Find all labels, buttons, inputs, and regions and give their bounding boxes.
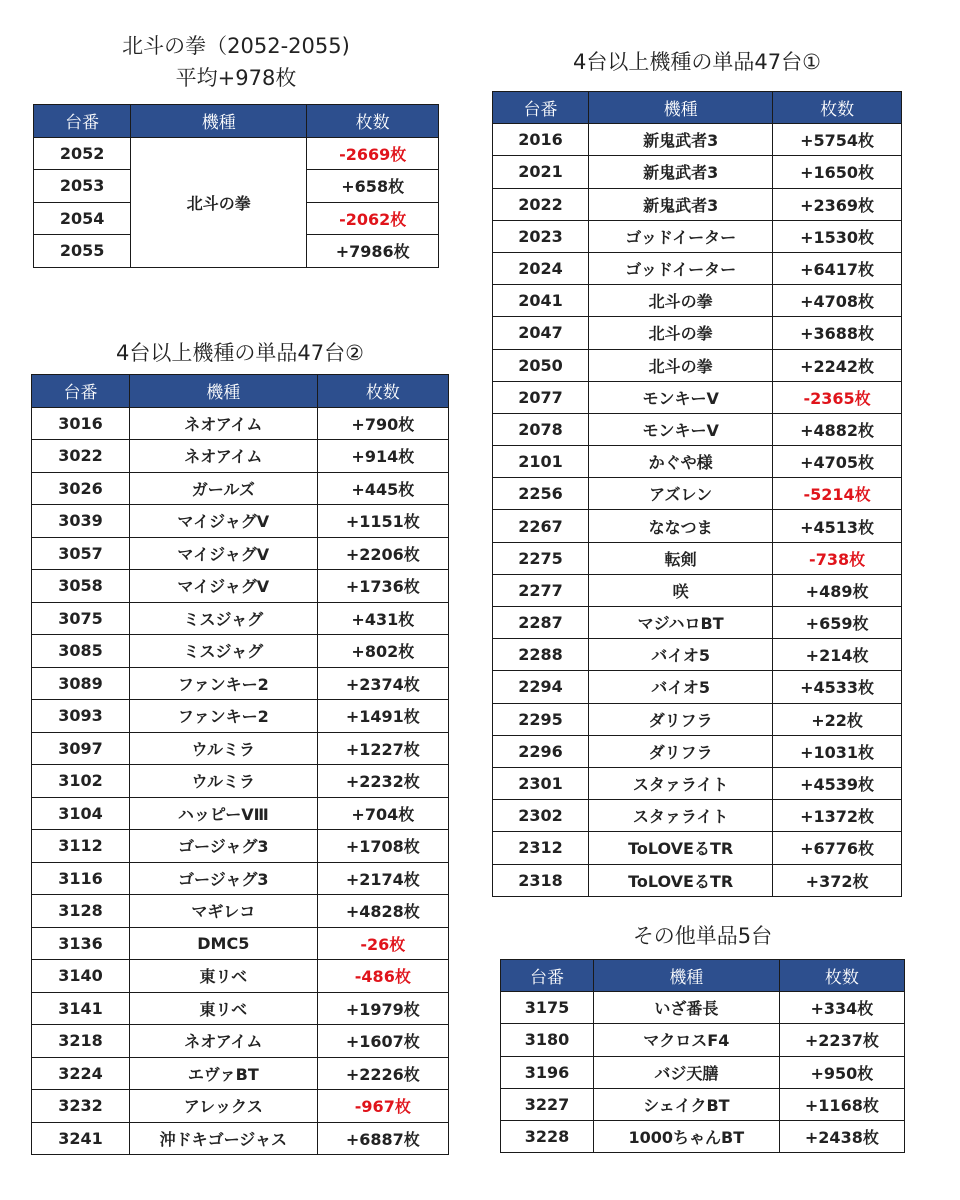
table-row [32,407,449,440]
machine-number-cell: 2021 [493,156,589,188]
table-row [493,124,902,156]
table-row [32,797,449,830]
model-cell: バイオ5 [589,639,773,671]
table-row [32,537,449,570]
machine-number-cell: 3228 [501,1120,594,1152]
count-cell: +2374枚 [317,667,448,700]
table-row [493,671,902,703]
table2-title: 4台以上機種の単品47台② [116,341,364,365]
model-cell: マイジャグV [129,570,317,603]
machine-number-cell: 3136 [32,927,130,960]
machine-number-cell: 2041 [493,285,589,317]
table-row [493,252,902,284]
model-cell: かぐや様 [589,446,773,478]
model-cell: スタァライト [589,767,773,799]
machine-number-cell: 3224 [32,1057,130,1090]
header-count: 枚数 [779,960,904,992]
machine-number-cell: 3102 [32,765,130,798]
machine-number-cell: 2294 [493,671,589,703]
count-cell: +3688枚 [773,317,902,349]
table-row [493,317,902,349]
count-cell: +1979枚 [317,992,448,1025]
model-cell: 転剣 [589,542,773,574]
count-cell: +2206枚 [317,537,448,570]
model-cell: スタァライト [589,800,773,832]
model-cell: ネオアイム [129,1025,317,1058]
table-row [501,992,905,1024]
model-cell: ゴッドイーター [589,220,773,252]
machine-number-cell: 3058 [32,570,130,603]
header-machine-number: 台番 [501,960,594,992]
table-row [32,440,449,473]
model-cell: 北斗の拳 [589,317,773,349]
count-cell: -486枚 [317,960,448,993]
table-row [32,1025,449,1058]
count-cell: +1372枚 [773,800,902,832]
machine-number-cell: 2295 [493,703,589,735]
machine-number-cell: 3175 [501,992,594,1024]
header-machine-number: 台番 [493,92,589,124]
count-cell: +6417枚 [773,252,902,284]
table-row [32,635,449,668]
model-cell: ウルミラ [129,732,317,765]
machine-number-cell: 2287 [493,607,589,639]
count-cell: +6887枚 [317,1122,448,1155]
model-cell: ネオアイム [129,407,317,440]
machine-number-cell: 2318 [493,864,589,896]
table-row [493,703,902,735]
table-row [32,472,449,505]
count-cell: -5214枚 [773,478,902,510]
count-cell: +2232枚 [317,765,448,798]
machine-number-cell: 3039 [32,505,130,538]
table-row [493,285,902,317]
count-cell: +6776枚 [773,832,902,864]
count-cell: +1491枚 [317,700,448,733]
table-row [32,992,449,1025]
table-row [32,960,449,993]
machine-number-cell: 2024 [493,252,589,284]
count-cell: +214枚 [773,639,902,671]
machine-number-cell: 2267 [493,510,589,542]
model-cell: ファンキー2 [129,667,317,700]
table-row [493,349,902,381]
machine-number-cell: 3075 [32,602,130,635]
header-count: 枚数 [307,105,439,138]
count-cell: +1736枚 [317,570,448,603]
count-cell: -738枚 [773,542,902,574]
count-cell: +1650枚 [773,156,902,188]
count-cell: +4539枚 [773,767,902,799]
count-cell: +372枚 [773,864,902,896]
count-cell: +2242枚 [773,349,902,381]
machine-number-cell: 2054 [34,202,131,235]
count-cell: -2365枚 [773,381,902,413]
model-cell: バイオ5 [589,671,773,703]
model-cell: マギレコ [129,895,317,928]
other-table [500,959,905,1153]
hokuto-table [33,104,439,268]
table-row [32,862,449,895]
model-cell: モンキーV [589,413,773,445]
count-cell: +1530枚 [773,220,902,252]
count-cell: +22枚 [773,703,902,735]
model-cell: ウルミラ [129,765,317,798]
count-cell: +802枚 [317,635,448,668]
count-cell: -26枚 [317,927,448,960]
count-cell: +2226枚 [317,1057,448,1090]
table-row [32,505,449,538]
machine-number-cell: 3022 [32,440,130,473]
count-cell: +4513枚 [773,510,902,542]
model-cell: ななつま [589,510,773,542]
model-cell: いざ番長 [593,992,779,1024]
header-model: 機種 [131,105,307,138]
table-row [32,895,449,928]
model-cell: マジハロBT [589,607,773,639]
machine-number-cell: 2101 [493,446,589,478]
count-cell: +445枚 [317,472,448,505]
machine-number-cell: 2301 [493,767,589,799]
model-cell: ファンキー2 [129,700,317,733]
table-row [493,607,902,639]
count-cell: +4882枚 [773,413,902,445]
machine-number-cell: 2078 [493,413,589,445]
count-cell: +431枚 [317,602,448,635]
count-cell: +2369枚 [773,188,902,220]
machine-number-cell: 3218 [32,1025,130,1058]
header-model: 機種 [589,92,773,124]
machine-number-cell: 3085 [32,635,130,668]
model-cell: ネオアイム [129,440,317,473]
count-cell: +1168枚 [779,1088,904,1120]
model-cell: マイジャグV [129,505,317,538]
table-row [501,1120,905,1152]
count-cell: +489枚 [773,574,902,606]
machine-number-cell: 3093 [32,700,130,733]
machine-number-cell: 3104 [32,797,130,830]
model-cell: アレックス [129,1090,317,1123]
count-cell: -967枚 [317,1090,448,1123]
machine-number-cell: 2275 [493,542,589,574]
count-cell: +1031枚 [773,735,902,767]
machine-number-cell: 2277 [493,574,589,606]
count-cell: +7986枚 [307,235,439,268]
model-cell: ToLOVEるTR [589,864,773,896]
hokuto-section [33,30,439,268]
count-cell: +658枚 [307,170,439,203]
table2 [31,374,449,1155]
table-row [493,446,902,478]
count-cell: +659枚 [773,607,902,639]
table-row [493,381,902,413]
machine-number-cell: 3241 [32,1122,130,1155]
other-section [500,920,905,1153]
machine-number-cell: 3128 [32,895,130,928]
table-row [493,735,902,767]
machine-number-cell: 2302 [493,800,589,832]
table-row [493,542,902,574]
machine-number-cell: 3112 [32,830,130,863]
table-row [32,570,449,603]
table-row [32,700,449,733]
machine-number-cell: 3097 [32,732,130,765]
count-cell: +4705枚 [773,446,902,478]
header-machine-number: 台番 [32,375,130,408]
count-cell: +4533枚 [773,671,902,703]
machine-number-cell: 3089 [32,667,130,700]
machine-number-cell: 3141 [32,992,130,1025]
header-count: 枚数 [773,92,902,124]
machine-number-cell: 2047 [493,317,589,349]
table-row [32,1090,449,1123]
count-cell: +2438枚 [779,1120,904,1152]
model-cell: DMC5 [129,927,317,960]
table-row [32,927,449,960]
count-cell: +704枚 [317,797,448,830]
table2-section [31,337,449,1155]
table-row [32,1122,449,1155]
header-machine-number: 台番 [34,105,131,138]
table-row [493,574,902,606]
model-cell: モンキーV [589,381,773,413]
machine-number-cell: 2256 [493,478,589,510]
machine-number-cell: 2016 [493,124,589,156]
count-cell: +950枚 [779,1056,904,1088]
model-cell: ハッピーVⅢ [129,797,317,830]
model-cell: 新鬼武者3 [589,124,773,156]
machine-number-cell: 2312 [493,832,589,864]
machine-number-cell: 3232 [32,1090,130,1123]
machine-number-cell: 3227 [501,1088,594,1120]
model-cell: シェイクBT [593,1088,779,1120]
table-row [32,830,449,863]
model-cell: 東リベ [129,992,317,1025]
model-cell: マイジャグV [129,537,317,570]
count-cell: -2669枚 [307,137,439,170]
table-row [493,864,902,896]
table-row [493,478,902,510]
count-cell: +4708枚 [773,285,902,317]
count-cell: +2237枚 [779,1024,904,1056]
machine-number-cell: 3026 [32,472,130,505]
machine-number-cell: 2288 [493,639,589,671]
model-cell: エヴァBT [129,1057,317,1090]
machine-number-cell: 3196 [501,1056,594,1088]
model-cell: ミスジャグ [129,635,317,668]
machine-number-cell: 2296 [493,735,589,767]
table-row [34,137,439,170]
model-cell: 北斗の拳 [589,285,773,317]
count-cell: +2174枚 [317,862,448,895]
machine-number-cell: 2023 [493,220,589,252]
model-cell: ToLOVEるTR [589,832,773,864]
count-cell: +334枚 [779,992,904,1024]
model-cell: ゴージャグ3 [129,830,317,863]
table-header-row [501,960,905,992]
count-cell: +790枚 [317,407,448,440]
model-cell: ゴージャグ3 [129,862,317,895]
header-count: 枚数 [317,375,448,408]
machine-number-cell: 3057 [32,537,130,570]
model-cell: 北斗の拳 [131,137,307,267]
count-cell: +1151枚 [317,505,448,538]
table-row [493,639,902,671]
table-row [501,1056,905,1088]
model-cell: ミスジャグ [129,602,317,635]
model-cell: マクロスF4 [593,1024,779,1056]
count-cell: +1607枚 [317,1025,448,1058]
count-cell: -2062枚 [307,202,439,235]
machine-number-cell: 3016 [32,407,130,440]
table-row [32,1057,449,1090]
model-cell: ゴッドイーター [589,252,773,284]
model-cell: 新鬼武者3 [589,188,773,220]
table-header-row [34,105,439,138]
table1-section [492,46,902,897]
table-row [493,156,902,188]
model-cell: バジ天膳 [593,1056,779,1088]
header-model: 機種 [129,375,317,408]
table-row [493,413,902,445]
model-cell: 沖ドキゴージャス [129,1122,317,1155]
table1 [492,91,902,897]
machine-number-cell: 2055 [34,235,131,268]
model-cell: 1000ちゃんBT [593,1120,779,1152]
table-row [32,602,449,635]
model-cell: 新鬼武者3 [589,156,773,188]
table-row [501,1088,905,1120]
machine-number-cell: 3180 [501,1024,594,1056]
table-row [501,1024,905,1056]
table-header-row [32,375,449,408]
model-cell: ダリフラ [589,735,773,767]
table1-title: 4台以上機種の単品47台① [573,50,821,74]
table-row [32,732,449,765]
model-cell: アズレン [589,478,773,510]
header-model: 機種 [593,960,779,992]
table-row [493,800,902,832]
model-cell: 東リベ [129,960,317,993]
table-row [493,832,902,864]
model-cell: 北斗の拳 [589,349,773,381]
table-row [493,220,902,252]
model-cell: 咲 [589,574,773,606]
table-row [493,510,902,542]
count-cell: +1227枚 [317,732,448,765]
machine-number-cell: 3116 [32,862,130,895]
model-cell: ガールズ [129,472,317,505]
other-title: その他単品5台 [632,924,773,948]
machine-number-cell: 2053 [34,170,131,203]
table-row [493,188,902,220]
count-cell: +5754枚 [773,124,902,156]
machine-number-cell: 2077 [493,381,589,413]
count-cell: +4828枚 [317,895,448,928]
hokuto-subtitle: 平均+978枚 [175,66,297,90]
machine-number-cell: 2050 [493,349,589,381]
hokuto-title: 北斗の拳（2052-2055) [122,34,350,58]
machine-number-cell: 2022 [493,188,589,220]
table-row [493,767,902,799]
table-row [32,667,449,700]
machine-number-cell: 3140 [32,960,130,993]
count-cell: +914枚 [317,440,448,473]
count-cell: +1708枚 [317,830,448,863]
table-row [32,765,449,798]
table-header-row [493,92,902,124]
machine-number-cell: 2052 [34,137,131,170]
model-cell: ダリフラ [589,703,773,735]
